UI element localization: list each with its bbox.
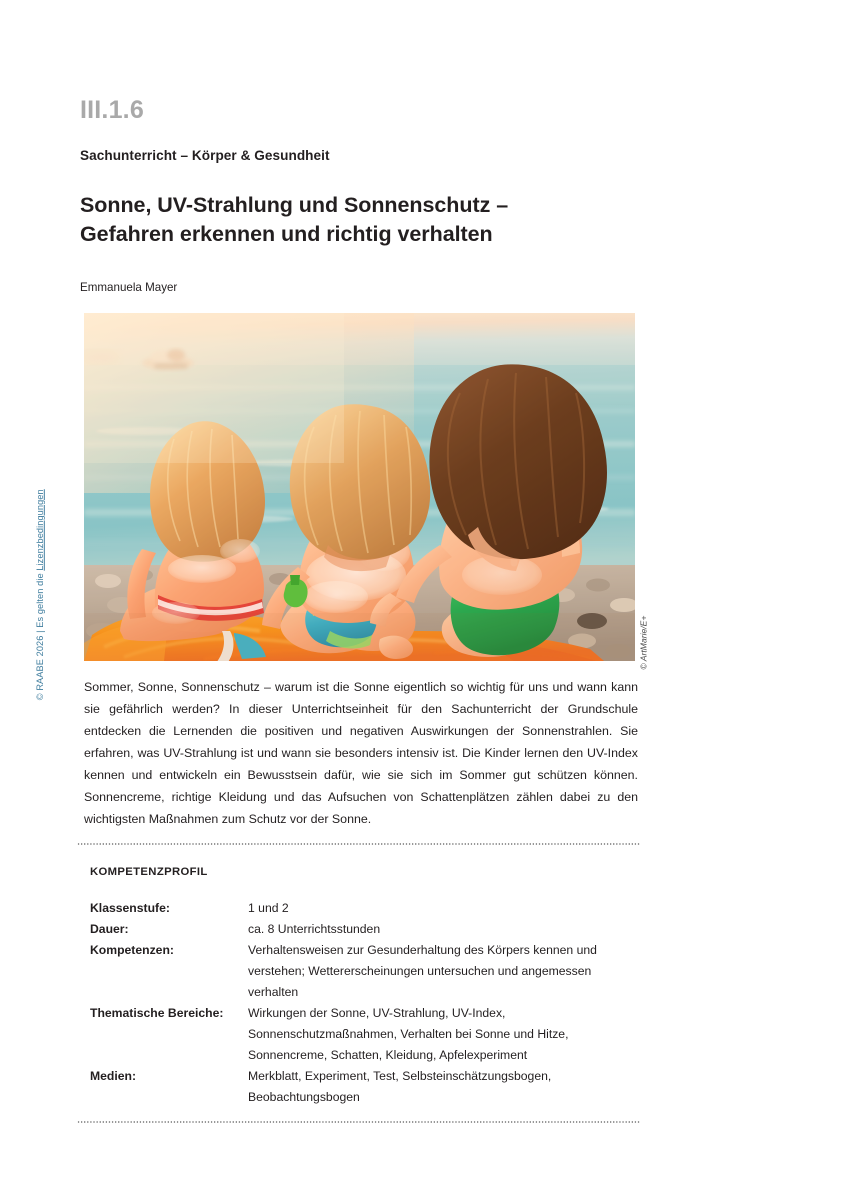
license-strip-prefix: © RAABE 2026 | Es gelten die	[34, 570, 45, 700]
photo-credit-text: © ArtMarie/E+	[638, 615, 649, 670]
row-value: Verhaltensweisen zur Gesunderhaltung des Körpers kennen und verstehen; Wettererscheinungen untersuchen und angemessen verhalten	[248, 942, 597, 999]
row-value: Wirkungen der Sonne, UV-Strahlung, UV-Index, Sonnenschutzmaßnahmen, Verhalten bei Sonne und Hitze, Sonnencreme, Schatten, Kleidung, Apfelexperiment	[248, 1005, 569, 1062]
author-name: Emmanuela Mayer	[80, 281, 178, 294]
chapter-number: III.1.6	[80, 96, 144, 124]
license-terms-link[interactable]: Lizenzbedingungen	[34, 489, 45, 571]
table-row	[90, 1066, 630, 1108]
row-label: Thematische Bereiche:	[90, 1005, 224, 1020]
divider-top	[77, 843, 640, 845]
table-row	[90, 940, 630, 1003]
beach-children-illustration	[84, 313, 635, 661]
license-strip-text	[36, 489, 45, 700]
row-value: ca. 8 Unterrichtsstunden	[248, 921, 381, 936]
intro-paragraph: Sommer, Sonne, Sonnenschutz – warum ist die Sonne eigentlich so wichtig für uns und wann kann sie gefährlich werden? In dieser Unterrichtseinheit für den Sachunterricht der Grundschule entdecken die Lernenden die positiven und negativen Auswirkungen der Sonnenstrahlen. Sie erfahren, was UV-Strahlung ist und wann sie besonders intensiv ist. Die Kinder lernen den UV-Index kennen und entwickeln ein Bewusstsein dafür, wie sie sich im Sommer gut schützen können. Sonnencreme, richtige Kleidung und das Aufsuchen von Schattenplätzen zählen dabei zu den wichtigsten Maßnahmen zum Schutz vor der Sonne.	[84, 680, 638, 827]
row-label: Klassenstufe:	[90, 901, 170, 915]
page-title-line-1: Sonne, UV-Strahlung und Sonnenschutz –	[80, 193, 509, 217]
page-title-line-2: Gefahren erkennen und richtig verhalten	[80, 221, 493, 246]
row-label: Medien:	[90, 1068, 137, 1083]
table-row	[90, 898, 630, 919]
header-photo	[84, 313, 635, 661]
license-strip	[34, 470, 56, 700]
row-value: 1 und 2	[248, 901, 289, 915]
table-row	[90, 1003, 630, 1066]
row-label: Dauer:	[90, 921, 129, 936]
page-title	[80, 191, 650, 248]
row-label: Kompetenzen:	[90, 942, 174, 957]
subject-line: Sachunterricht – Körper & Gesundheit	[80, 148, 330, 163]
kompetenzprofil-heading: KOMPETENZPROFIL	[90, 866, 208, 878]
table-row	[90, 919, 630, 940]
divider-bottom	[77, 1121, 640, 1123]
row-value: Merkblatt, Experiment, Test, Selbsteinschätzungsbogen, Beobachtungsbogen	[248, 1068, 552, 1104]
photo-credit	[638, 580, 655, 670]
kompetenzprofil-table	[90, 898, 630, 1108]
